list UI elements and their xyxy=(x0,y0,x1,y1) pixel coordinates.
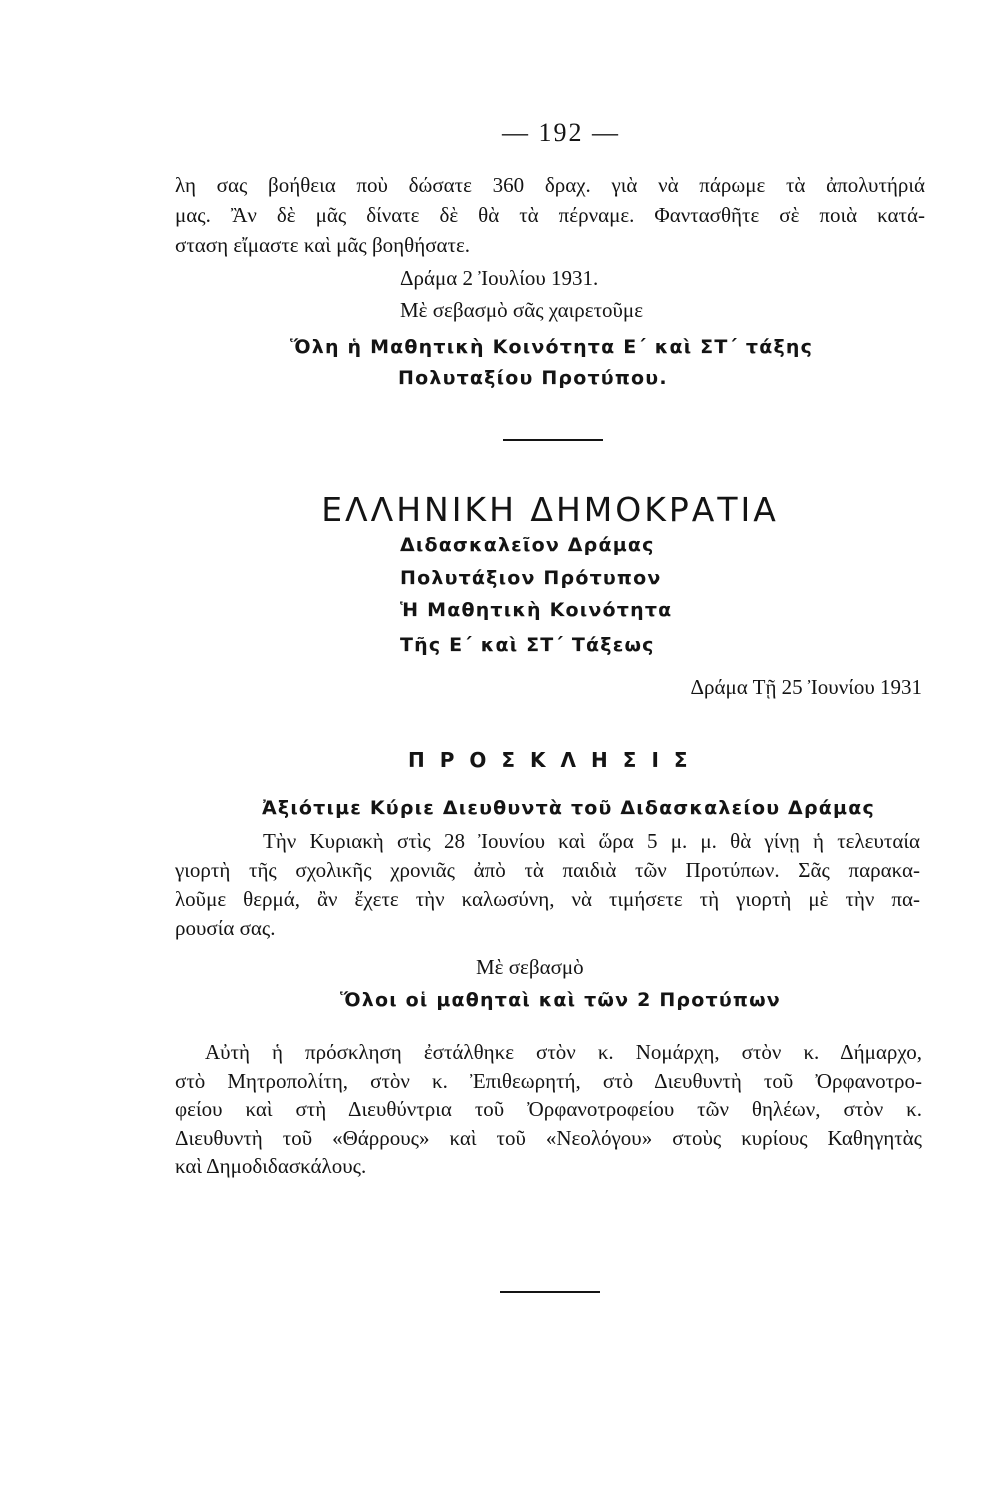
letter-line: σταση εἴμαστε καὶ μᾶς βοηθήσατε. xyxy=(175,233,471,257)
note-line: φείου καὶ στὴ Διευθύντρια τοῦ Ὀρφανοτροφείου τῶν θηλέων, στὸν κ. xyxy=(175,1097,922,1121)
invitation-signature: Ὅλοι οἱ μαθηταὶ καὶ τῶν 2 Προτύπων xyxy=(340,989,781,1011)
invitation-date: Δράμα Τῇ 25 Ἰουνίου 1931 xyxy=(690,675,922,699)
recipients-note xyxy=(175,1038,922,1181)
invitation-body-line: Τὴν Κυριακὴ στὶς 28 Ἰουνίου καὶ ὥρα 5 μ. μ. θὰ γίνῃ ἡ τελευταία xyxy=(263,829,920,853)
letter-signature-line: Ὅλη ἡ Μαθητικὴ Κοινότητα Ε΄ καὶ ΣΤ΄ τάξης xyxy=(290,336,814,358)
letter-line: μας. Ἂν δὲ μᾶς δίνατε δὲ θὰ τὰ πέρναμε. Φαντασθῆτε σὲ ποιὰ κατά- xyxy=(175,203,925,227)
note-line: καὶ Δημοδιδασκάλους. xyxy=(175,1154,367,1178)
letter-paragraph xyxy=(175,170,925,260)
invitation-header: ΕΛΛΗΝΙΚΗ ΔΗΜΟΚΡΑΤΙΑ xyxy=(321,490,779,529)
issuer-line: Διδασκαλεῖον Δράμας xyxy=(400,534,655,556)
invitation-closing: Μὲ σεβασμὸ xyxy=(476,955,584,979)
page-number: — 192 — xyxy=(502,118,620,147)
issuer-line: Πολυτάξιον Πρότυπον xyxy=(400,567,662,589)
letter-line: λη σας βοήθεια ποὺ δώσατε 360 δραχ. γιὰ νὰ πάρωμε τὰ ἀπολυτήριά xyxy=(175,173,925,197)
note-line: Διευθυντὴ τοῦ «Θάρρους» καὶ τοῦ «Νεολόγου» στοὺς κυρίους Καθηγητὰς xyxy=(175,1125,922,1150)
invitation-salutation: Ἀξιότιμε Κύριε Διευθυντὰ τοῦ Διδασκαλείου Δράμας xyxy=(262,797,875,819)
invitation-body-line: ρουσία σας. xyxy=(175,916,276,940)
invitation-body xyxy=(175,827,920,943)
letter-closing: Μὲ σεβασμὸ σᾶς χαιρετοῦμε xyxy=(400,298,644,322)
invitation-body-line: λοῦμε θερμά, ἂν ἔχετε τὴν καλωσύνη, νὰ τιμήσετε τὴ γιορτὴ μὲ τὴν πα- xyxy=(175,887,920,911)
letter-date: Δράμα 2 Ἰουλίου 1931. xyxy=(400,266,599,290)
letter-signature-line: Πολυταξίου Προτύπου. xyxy=(398,367,668,389)
issuer-line: Τῆς Ε΄ καὶ ΣΤ΄ Τάξεως xyxy=(400,634,655,656)
section-divider xyxy=(503,439,603,441)
note-line: στὸ Μητροπολίτη, στὸν κ. Ἐπιθεωρητή, στὸ Διευθυντὴ τοῦ Ὀρφανοτρο- xyxy=(175,1068,922,1093)
invitation-title: ΠΡΟΣΚΛΗΣΙΣ xyxy=(408,748,703,772)
note-line: Αὐτὴ ἡ πρόσκληση ἐστάλθηκε στὸν κ. Νομάρχη, στὸν κ. Δήμαρχο, xyxy=(205,1040,922,1064)
invitation-body-line: γιορτὴ τῆς σχολικῆς χρονιᾶς ἀπὸ τὰ παιδιὰ τῶν Προτύπων. Σᾶς παρακα- xyxy=(175,858,920,882)
end-divider xyxy=(500,1291,600,1293)
issuer-line: Ἡ Μαθητικὴ Κοινότητα xyxy=(400,599,673,621)
